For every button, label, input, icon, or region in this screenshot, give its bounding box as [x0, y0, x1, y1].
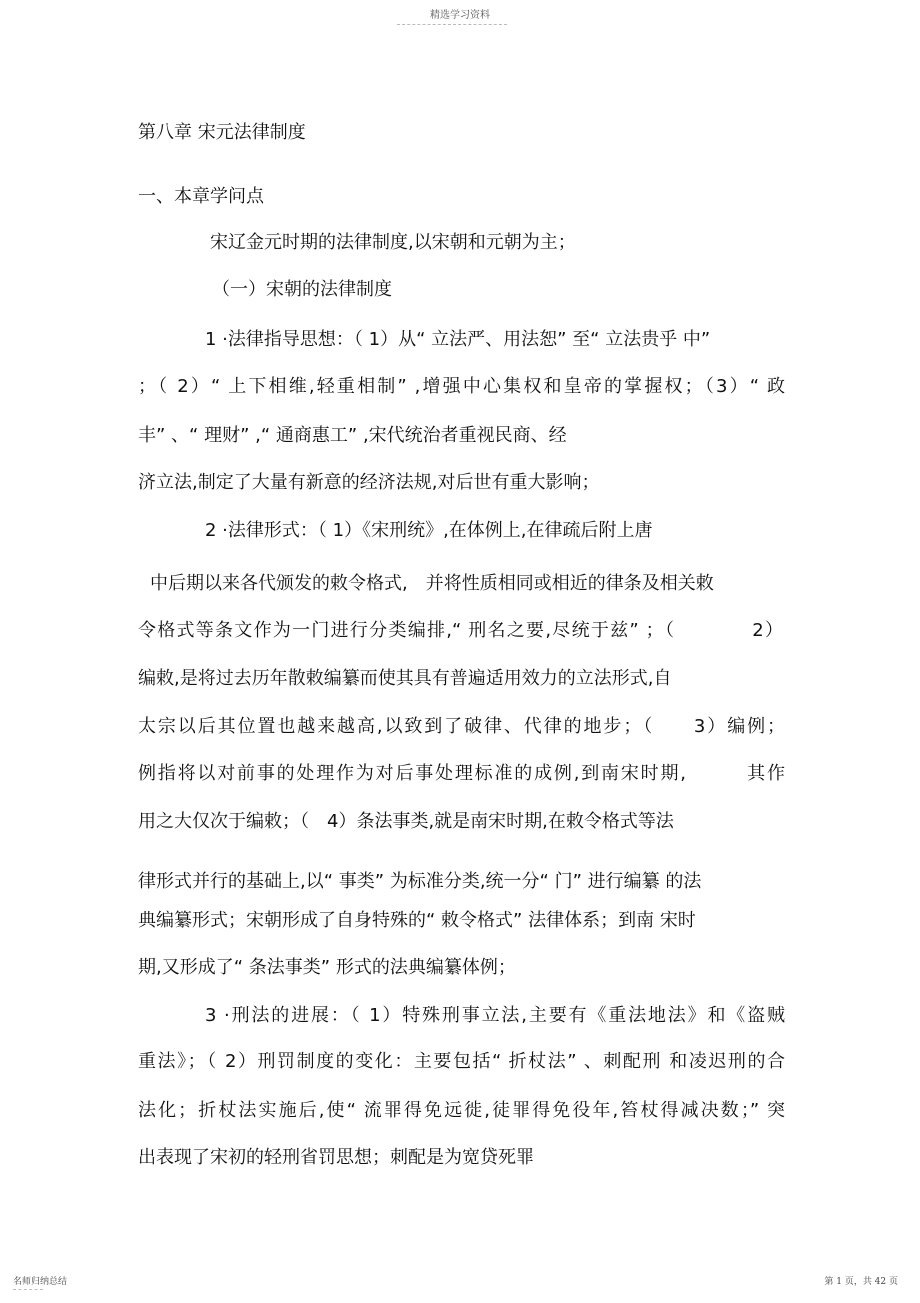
paragraph-line: 中后期以来各代颁发的敕令格式, 并将性质相同或相近的律条及相关敕 — [150, 573, 714, 594]
section-title: 一、本章学问点 — [138, 186, 264, 207]
paragraph-line: 令格式等条文作为一门进行分类编排,“ 刑名之要,尽统于兹” ；（ 2） — [138, 620, 783, 641]
paragraph-line: 重法》；（ 2）刑罚制度的变化：主要包括“ 折杖法” 、刺配刑 和凌迟刑的合 — [138, 1051, 785, 1072]
paragraph-line: 1 ·法律指导思想：（ 1）从“ 立法严、用法恕” 至“ 立法贵乎 中” — [205, 329, 711, 350]
footer-divider — [13, 1289, 43, 1290]
paragraph-line: 期,又形成了“ 条法事类” 形式的法典编纂体例； — [138, 957, 516, 978]
paragraph-line: 出表现了宋初的轻刑省罚思想；刺配是为宽贷死罪 — [138, 1147, 534, 1168]
chapter-title: 第八章 宋元法律制度 — [138, 122, 306, 143]
paragraph-line: 2 ·法律形式：（ 1）《宋刑统》,在体例上,在律疏后附上唐 — [205, 520, 653, 541]
page-indicator: 第 1 页，共 42 页 — [824, 1277, 898, 1287]
header-title: 精选学习资料 — [430, 10, 490, 21]
paragraph-line: 编敕,是将过去历年散敕编纂而使其具有普遍适用效力的立法形式,自 — [138, 668, 672, 689]
paragraph-line: 3 ·刑法的进展：（ 1）特殊刑事立法,主要有《重法地法》和《盗贼 — [205, 1005, 785, 1026]
footer-left-label: 名师归纳总结 — [13, 1277, 68, 1287]
paragraph-line: 丰” 、“ 理财” ,“ 通商惠工” ,宋代统治者重视民商、经 — [138, 425, 567, 446]
paragraph-line: 宋辽金元时期的法律制度,以宋朝和元朝为主； — [210, 232, 576, 253]
paragraph-line: ；（ 2）“ 上下相维,轻重相制” ,增强中心集权和皇帝的掌握权；（3）“ 政 — [138, 376, 785, 397]
paragraph-line: 例指将以对前事的处理作为对后事处理标准的成例,到南宋时期, 其作 — [138, 763, 785, 784]
paragraph-line: 律形式并行的基础上,以“ 事类” 为标准分类,统一分“ 门” 进行编纂 的法 — [138, 871, 702, 892]
header-divider — [397, 24, 507, 25]
paragraph-line: 济立法,制定了大量有新意的经济法规,对后世有重大影响； — [138, 472, 600, 493]
paragraph-line: 典编纂形式；宋朝形成了自身特殊的“ 敕令格式” 法律体系；到南 宋时 — [138, 910, 696, 931]
subsection-title: （一）宋朝的法律制度 — [212, 279, 392, 300]
paragraph-line: 法化；折杖法实施后,使“ 流罪得免远徙,徒罪得免役年,笞杖得减决数；” 突 — [138, 1100, 785, 1121]
paragraph-line: 用之大仅次于编敕；（ 4）条法事类,就是南宋时期,在敕令格式等法 — [138, 811, 674, 832]
paragraph-line: 太宗以后其位置也越来越高,以致到了破律、代律的地步；（ 3）编例； — [138, 716, 785, 737]
